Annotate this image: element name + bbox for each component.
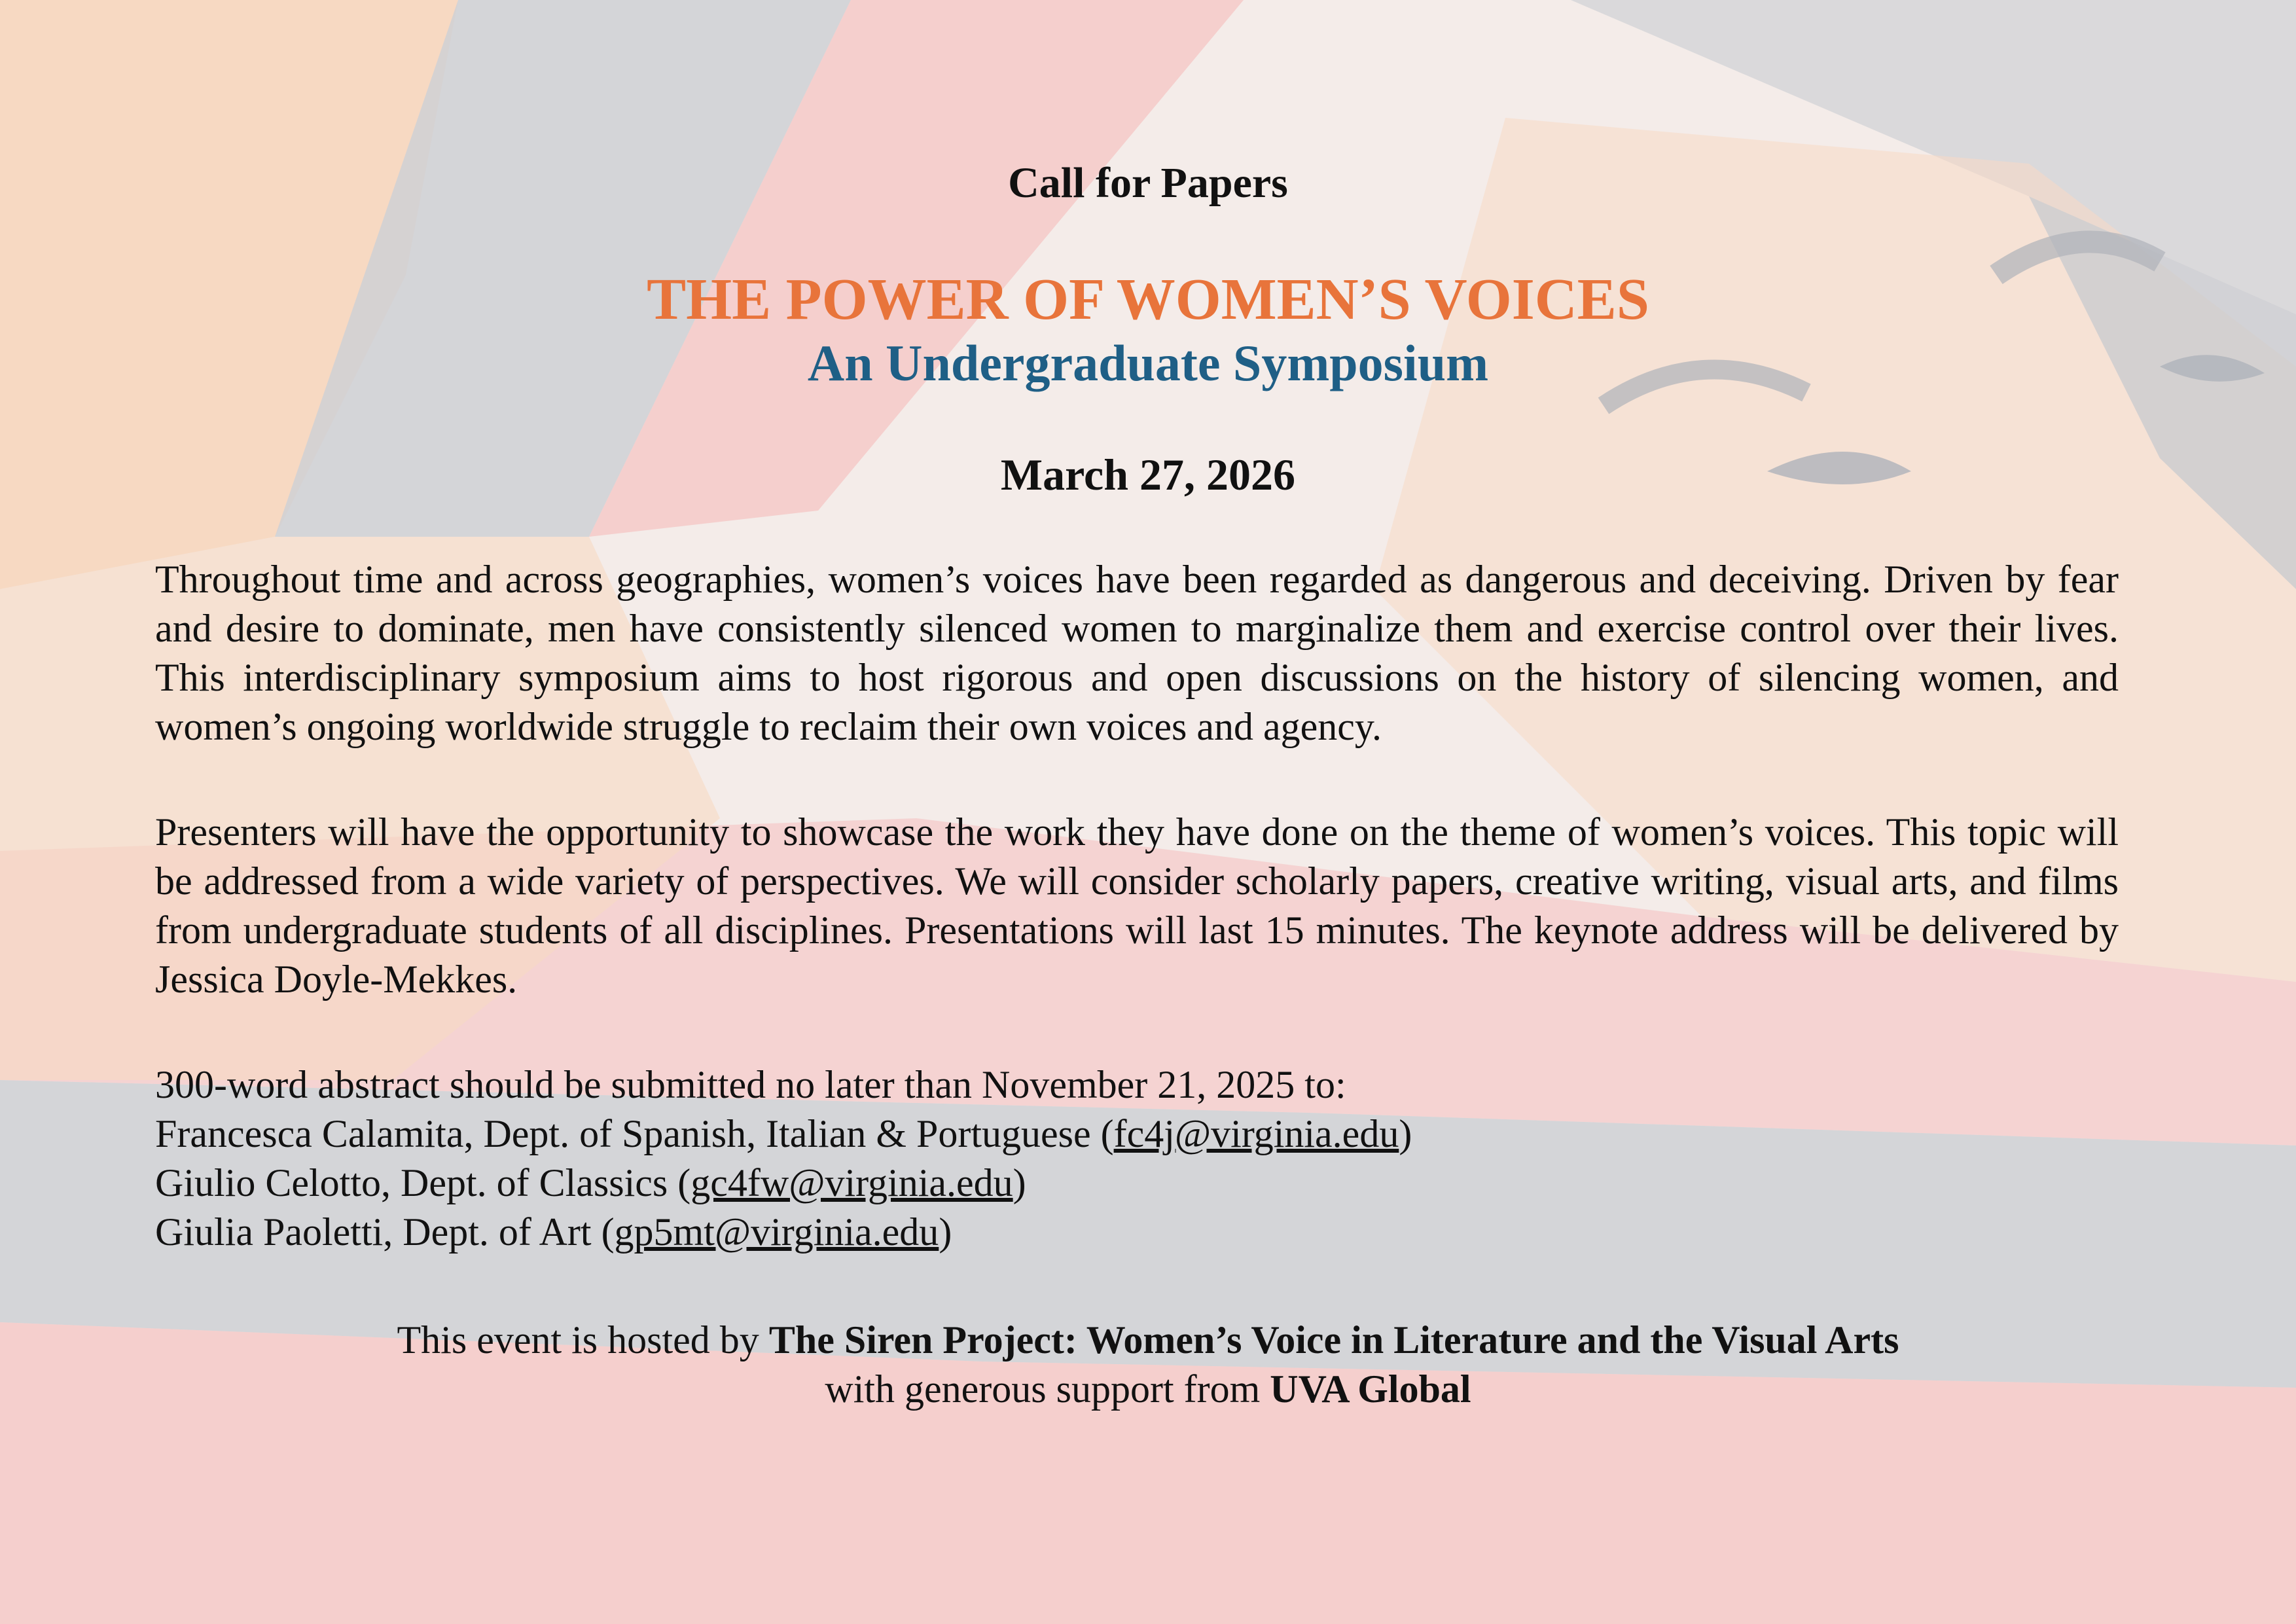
hosted-by-line bbox=[0, 1316, 2296, 1365]
contact-line bbox=[155, 1208, 2184, 1257]
contact-name: Giulia Paoletti, Dept. of Art ( bbox=[155, 1210, 615, 1254]
submission-block bbox=[155, 1060, 2184, 1257]
host-organization: The Siren Project: Women’s Voice in Literature and the Visual Arts bbox=[768, 1318, 1899, 1362]
contact-line bbox=[155, 1159, 2184, 1208]
event-title: THE POWER OF WOMEN’S VOICES bbox=[647, 267, 1649, 332]
contact-close: ) bbox=[1013, 1161, 1026, 1204]
contact-email-link[interactable]: gp5mt@virginia.edu bbox=[614, 1210, 939, 1254]
event-date: March 27, 2026 bbox=[1000, 450, 1296, 499]
contact-name: Francesca Calamita, Dept. of Spanish, Italian & Portuguese ( bbox=[155, 1112, 1114, 1155]
contact-close: ) bbox=[939, 1210, 952, 1254]
contact-line bbox=[155, 1110, 2184, 1159]
contact-email-link[interactable]: fc4j@virginia.edu bbox=[1113, 1112, 1399, 1155]
presenters-paragraph: Presenters will have the opportunity to showcase the work they have done on the theme of women’s voices. This topic will be addressed from a wide variety of perspectives. We will consider scholarly papers, creative writing, visual arts, and films from undergraduate students of all disciplines. Presentations will last 15 minutes. The keynote address will be delivered by Jessica Doyle-Mekkes. bbox=[155, 810, 2119, 1001]
description-paragraph: Throughout time and across geographies, women’s voices have been regarded as dangerous and deceiving. Driven by fear and desire to dominate, men have consistently silenced women to marginalize them and exercise control over their lives. This interdisciplinary symposium aims to host rigorous and open discussions on the history of silencing women, and women’s ongoing worldwide struggle to reclaim their own voices and agency. bbox=[155, 558, 2119, 748]
host-block bbox=[0, 1316, 2296, 1414]
support-prefix: with generous support from bbox=[825, 1367, 1270, 1411]
submission-intro: 300-word abstract should be submitted no later than November 21, 2025 to: bbox=[155, 1063, 1346, 1106]
hosted-prefix: This event is hosted by bbox=[397, 1318, 769, 1362]
support-line bbox=[0, 1365, 2296, 1414]
call-for-papers-heading: Call for Papers bbox=[1008, 159, 1288, 207]
supporter-organization: UVA Global bbox=[1270, 1367, 1471, 1411]
event-subtitle: An Undergraduate Symposium bbox=[807, 334, 1489, 391]
contact-close: ) bbox=[1399, 1112, 1412, 1155]
contact-name: Giulio Celotto, Dept. of Classics ( bbox=[155, 1161, 691, 1204]
contact-email-link[interactable]: gc4fw@virginia.edu bbox=[691, 1161, 1013, 1204]
